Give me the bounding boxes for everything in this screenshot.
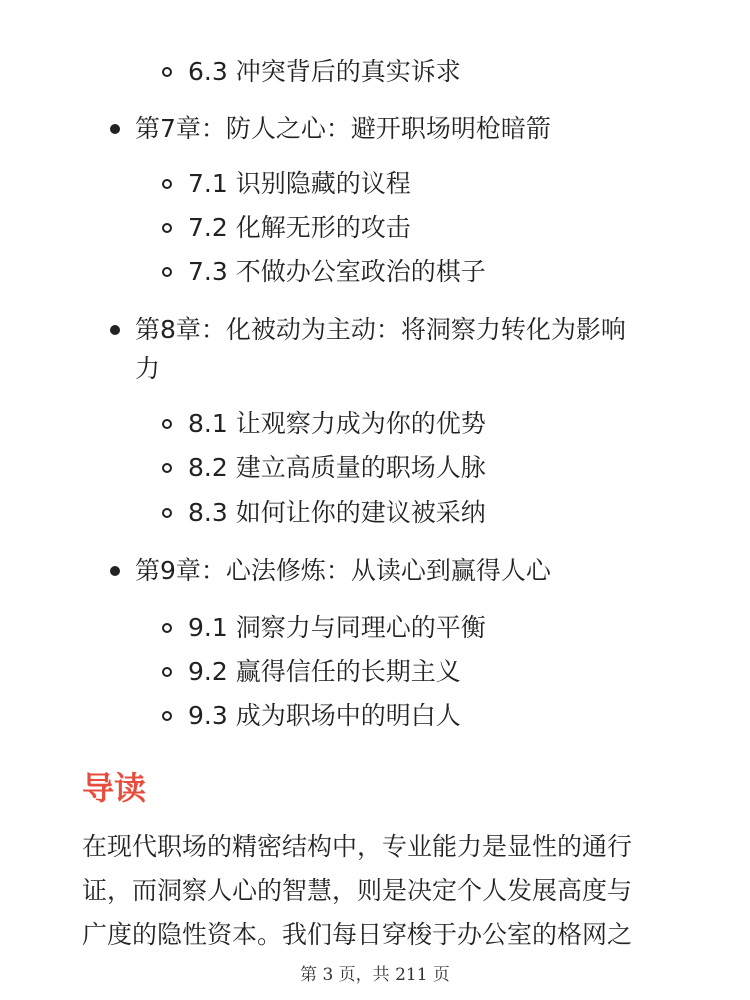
section-heading: 导读: [82, 769, 147, 807]
sub-bullet: [162, 667, 172, 677]
toc-section-6-3: 6.3 冲突背后的真实诉求: [188, 57, 461, 86]
toc-section-8-2: 8.2 建立高质量的职场人脉: [188, 453, 486, 482]
sub-bullet: [162, 463, 172, 473]
sub-bullet: [162, 419, 172, 429]
sub-bullet: [162, 67, 172, 77]
sub-bullet: [162, 267, 172, 277]
intro-paragraph: [82, 825, 672, 957]
chapter-bullet: [110, 124, 120, 134]
toc-chapter-9: 第9章：心法修炼：从读心到赢得人心: [135, 556, 551, 585]
toc-chapter-8-line1: 第8章：化被动为主动：将洞察力转化为影响: [135, 315, 626, 344]
chapter-bullet: [110, 325, 120, 335]
paragraph-line: 广度的隐性资本。我们每日穿梭于办公室的格网之: [82, 920, 633, 949]
chapter-bullet: [110, 566, 120, 576]
toc-section-8-1: 8.1 让观察力成为你的优势: [188, 409, 486, 438]
toc-section-9-2: 9.2 赢得信任的长期主义: [188, 657, 461, 686]
sub-bullet: [162, 623, 172, 633]
toc-section-7-1: 7.1 识别隐藏的议程: [188, 169, 411, 198]
paragraph-line: 在现代职场的精密结构中，专业能力是显性的通行: [82, 832, 633, 861]
toc-section-9-1: 9.1 洞察力与同理心的平衡: [188, 613, 486, 642]
sub-bullet: [162, 711, 172, 721]
toc-section-7-2: 7.2 化解无形的攻击: [188, 213, 411, 242]
toc-chapter-7: 第7章：防人之心：避开职场明枪暗箭: [135, 114, 551, 143]
sub-bullet: [162, 179, 172, 189]
page-footer: 第 3 页，共 211 页: [300, 965, 450, 985]
toc-section-8-3: 8.3 如何让你的建议被采纳: [188, 498, 486, 527]
sub-bullet: [162, 223, 172, 233]
toc-section-7-3: 7.3 不做办公室政治的棋子: [188, 257, 486, 286]
toc-chapter-8-line2: 力: [135, 354, 161, 383]
paragraph-line: 证，而洞察人心的智慧，则是决定个人发展高度与: [82, 876, 633, 905]
toc-section-9-3: 9.3 成为职场中的明白人: [188, 701, 461, 730]
sub-bullet: [162, 508, 172, 518]
